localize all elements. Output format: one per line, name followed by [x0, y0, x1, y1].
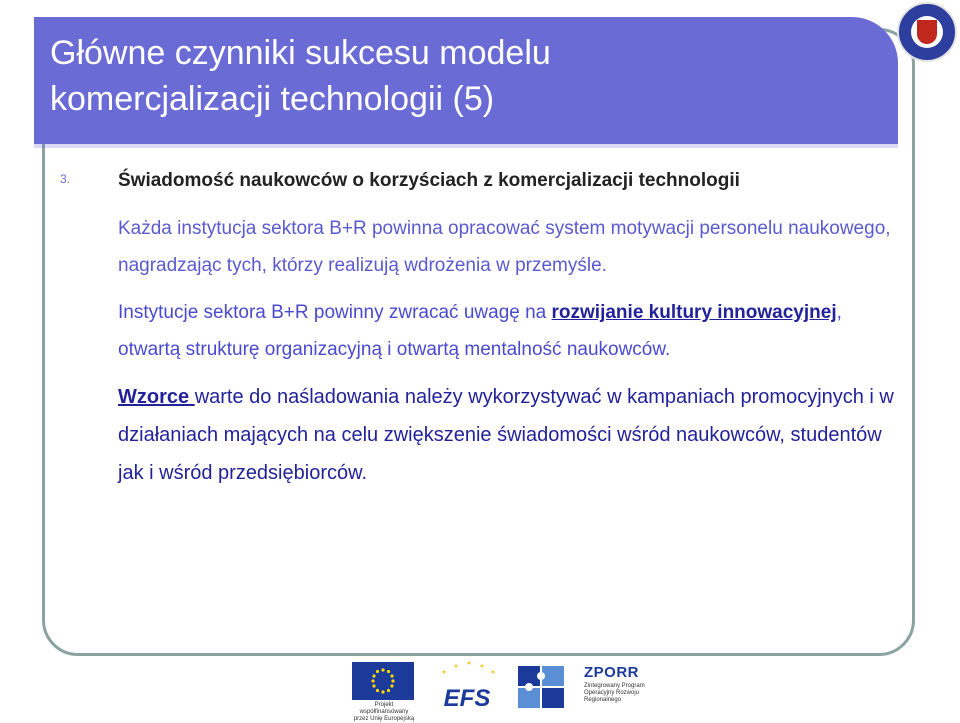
numbered-point — [60, 170, 908, 192]
zporr-caption: Zintegrowany Program Operacyjny Rozwoju Regionalnego — [584, 683, 645, 703]
slide-body — [60, 170, 908, 502]
paragraph-text: , otwartą strukturę organizacyjną i otwartą mentalność naukowców. — [118, 302, 842, 360]
emphasis-innovation-culture: rozwijanie kultury innowacyjnej — [551, 302, 837, 323]
city-seal-logo — [897, 2, 957, 62]
point-heading: Świadomość naukowców o korzyściach z komercjalizacji technologii — [118, 170, 740, 191]
coat-of-arms-icon — [917, 20, 937, 44]
slide-title — [50, 30, 551, 122]
footer-logos — [0, 660, 960, 720]
emphasis-role-models: Wzorce — [118, 386, 195, 408]
slide-title-line-1: Główne czynniki sukcesu modelu — [50, 34, 551, 72]
paragraph-motivation: Każda instytucja sektora B+R powinna opracować system motywacji personelu naukowego, nagradzając tych, którzy realizują wdrożenia w przemyśle. — [118, 218, 891, 276]
paragraph-role-models — [118, 378, 908, 492]
zporr-logo — [584, 664, 654, 704]
point-number: 3. — [60, 172, 71, 186]
title-divider — [34, 144, 898, 148]
eu-flag-icon — [352, 662, 414, 700]
puzzle-logo-icon — [516, 664, 566, 710]
eu-caption: Projekt współfinansowany przez Unię Europejską — [353, 702, 415, 722]
paragraph-text: Instytucje sektora B+R powinny zwracać uwagę na — [118, 302, 552, 323]
efs-logo — [432, 660, 502, 716]
paragraph-innovation-culture — [118, 294, 908, 368]
paragraph-text: warte do naśladowania należy wykorzystywać w kampaniach promocyjnych i w działaniach mających na celu zwiększenie świadomości wśród naukowców, studentów jak i wśród przedsiębiorców. — [118, 386, 894, 484]
slide-title-line-2: komercjalizacji technologii (5) — [50, 80, 495, 118]
efs-text: EFS — [443, 685, 491, 712]
zporr-title: ZPORR — [584, 664, 639, 681]
